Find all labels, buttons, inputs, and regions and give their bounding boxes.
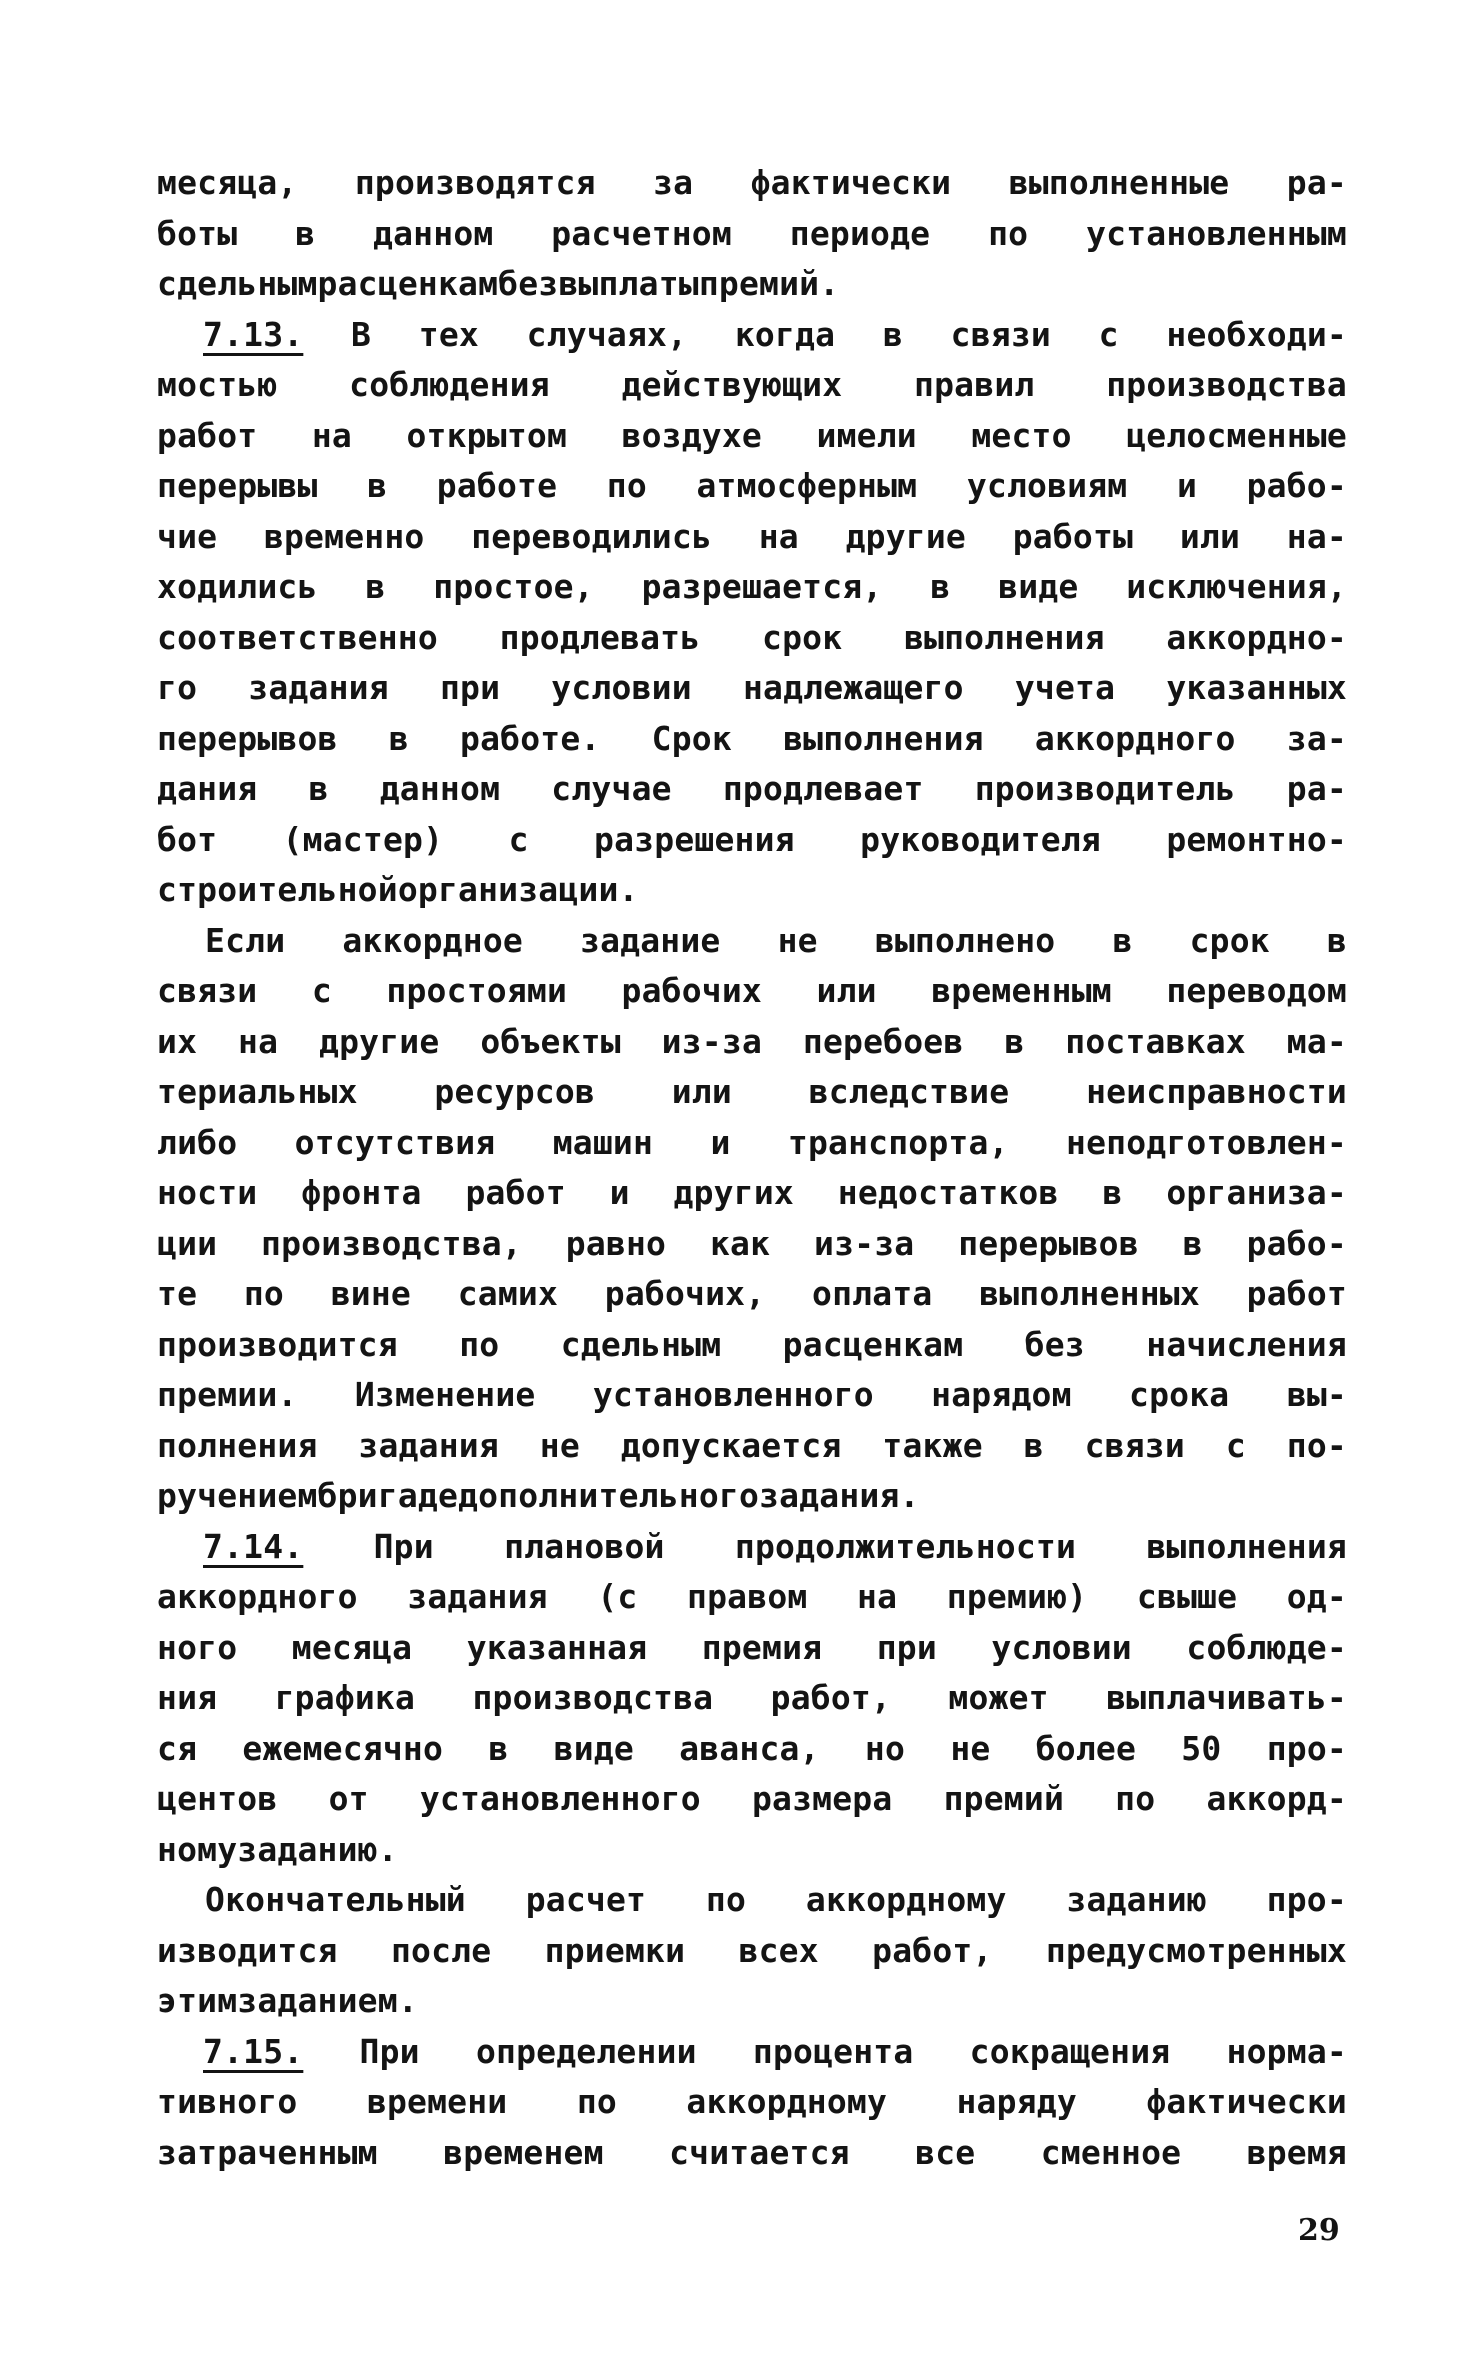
word: заданием. (237, 1981, 418, 2020)
word: перебоев (802, 1021, 964, 1061)
word: рабочих (621, 971, 763, 1010)
word: или (816, 971, 877, 1010)
word: бот (157, 819, 218, 859)
word: премий. (698, 264, 840, 303)
word: тех (418, 314, 479, 354)
word: открытом (406, 415, 568, 455)
text-line (157, 1724, 1347, 1775)
word: установленного (419, 1779, 701, 1818)
word: организации. (397, 870, 639, 909)
word: временным (931, 971, 1112, 1010)
word: од- (1286, 1577, 1347, 1616)
word: работе (436, 466, 558, 505)
word: недостатков (837, 1173, 1059, 1212)
text-line (157, 1673, 1347, 1724)
word: этим (157, 1981, 238, 2020)
word: связи (1084, 1425, 1185, 1465)
word: заданию. (237, 1829, 398, 1869)
word: на (758, 516, 799, 556)
word: переводом (1166, 971, 1347, 1010)
text-line (157, 663, 1347, 714)
word: центов (157, 1779, 278, 1818)
word: боты (157, 213, 238, 253)
word: про- (1266, 1880, 1347, 1919)
text-line (157, 613, 1347, 664)
word: отсутствия (294, 1122, 496, 1162)
word: и (1176, 466, 1198, 505)
word: организа- (1166, 1173, 1347, 1212)
word: 50 (1181, 1728, 1222, 1768)
word: графика (274, 1678, 416, 1717)
word: премию) (946, 1577, 1088, 1616)
text-line (157, 2077, 1347, 2128)
word: периоде (789, 213, 931, 253)
word: срока (1129, 1375, 1230, 1414)
word: строительной (157, 870, 398, 909)
word: аккордное (342, 920, 523, 960)
text-line (157, 1421, 1347, 1472)
word: работ (1246, 1274, 1347, 1313)
word: рабочих, (604, 1274, 766, 1313)
text-line (157, 2128, 1347, 2179)
word: выплаты (558, 264, 699, 303)
word: и (609, 1173, 630, 1212)
word: выполненные (1008, 163, 1230, 202)
word: премий (943, 1779, 1065, 1818)
word: правил (914, 365, 1035, 404)
word: на- (1286, 516, 1347, 556)
word: в (388, 718, 409, 758)
text-line (157, 1976, 1347, 2027)
word: аккордного (157, 1577, 358, 1616)
word: ресурсов (434, 1072, 595, 1111)
word: работы (1012, 516, 1134, 556)
word: в (1112, 920, 1133, 960)
word: мостью (157, 365, 278, 404)
word: с (1098, 314, 1119, 354)
word: в (365, 567, 386, 606)
word: работ (157, 415, 258, 455)
word: после (390, 1930, 492, 1970)
word: аванса, (679, 1728, 820, 1768)
word: ного (157, 1627, 238, 1667)
word: дополнительного (458, 1476, 760, 1515)
word: в (367, 466, 388, 505)
word: работе. (460, 718, 601, 758)
word: неподготовлен- (1066, 1122, 1347, 1162)
word: месяца (291, 1627, 413, 1667)
text-line (157, 714, 1347, 765)
word: при (876, 1627, 937, 1667)
word: продлевает (722, 769, 924, 808)
word: установленного (592, 1375, 874, 1414)
word: условии (551, 668, 692, 707)
word: или (1179, 516, 1241, 556)
word: те (157, 1274, 198, 1313)
word: других (673, 1173, 794, 1212)
word: объекты (480, 1021, 621, 1061)
word: от (328, 1779, 369, 1818)
word: транспорта, (787, 1122, 1009, 1162)
word: на (311, 415, 352, 455)
word: по (606, 466, 647, 505)
word: учета (1014, 668, 1116, 707)
word: не (950, 1728, 991, 1768)
text-line (157, 1269, 1347, 1320)
word: соблюдения (349, 365, 550, 404)
word: производства (472, 1678, 714, 1717)
word: ручением (157, 1476, 318, 1515)
word: задания (407, 1577, 548, 1616)
word: сокращения (969, 2031, 1171, 2071)
word: случае (551, 769, 672, 808)
word: воздухе (621, 415, 763, 455)
word: аккордного (1034, 718, 1236, 758)
word: аккордному (805, 1880, 1007, 1919)
clause-number: 7.14. (203, 1526, 304, 1566)
word: производства, (261, 1223, 522, 1263)
word: при (439, 668, 501, 707)
word: в (1023, 1425, 1044, 1465)
word: переводились (471, 516, 712, 556)
word: бригаде (317, 1476, 459, 1515)
word: тивного (157, 2082, 298, 2121)
word: дания (157, 769, 258, 808)
word: предусмотренных (1045, 1930, 1347, 1970)
text-line (157, 310, 1347, 361)
word: норма- (1226, 2031, 1347, 2071)
word: определении (475, 2031, 697, 2071)
word: случаях, (526, 314, 688, 354)
word: производятся (354, 163, 596, 202)
text-line (157, 865, 1347, 916)
word: целосменные (1126, 415, 1347, 455)
word: руководителя (860, 819, 1101, 859)
word: на (857, 1577, 898, 1616)
word: работ, (770, 1678, 892, 1717)
word: считается (669, 2132, 850, 2172)
text-line (157, 259, 1347, 310)
word: фактически (750, 163, 952, 202)
word: расчетном (551, 213, 732, 253)
word: продлевать (499, 617, 701, 657)
word: При (359, 2031, 420, 2071)
word: в (1004, 1021, 1025, 1061)
word: изводится (157, 1930, 338, 1970)
text-line (157, 1471, 1347, 1522)
word: место (971, 415, 1072, 455)
word: срок (1189, 920, 1270, 960)
word: по (1115, 1779, 1156, 1818)
word: сменное (1040, 2132, 1182, 2172)
text-line (157, 1825, 1347, 1876)
word: машин (552, 1122, 654, 1162)
word: производства (1106, 365, 1347, 404)
word: перерывов (958, 1223, 1139, 1263)
word: или (671, 1072, 732, 1111)
word: ремонтно- (1166, 819, 1347, 859)
word: разрешается, (641, 567, 883, 606)
word: по (705, 1880, 747, 1919)
word: нарядом (931, 1375, 1072, 1414)
word: Изменение (354, 1375, 536, 1414)
text-line (157, 1017, 1347, 1068)
word: заданию (1066, 1880, 1207, 1919)
text-line (157, 411, 1347, 462)
word: рабо- (1246, 466, 1347, 505)
word: на (238, 1021, 279, 1061)
word: соответственно (157, 617, 438, 657)
word: сдельным (560, 1324, 722, 1364)
word: расценкам (317, 264, 499, 303)
word: задание (580, 920, 721, 960)
word: аккордному (686, 2082, 888, 2121)
word: В (351, 314, 372, 354)
word: оплата (812, 1274, 933, 1313)
word: за- (1286, 718, 1347, 758)
text-line (157, 1875, 1347, 1926)
word: исключения, (1126, 567, 1347, 606)
word: за (653, 163, 694, 202)
body-text (157, 158, 1347, 2178)
word: из-за (814, 1223, 915, 1263)
word: в (882, 314, 903, 354)
text-line (157, 1623, 1347, 1674)
text-line (157, 2027, 1347, 2078)
text-line (157, 209, 1347, 260)
word: начисления (1146, 1324, 1347, 1364)
word: срок (762, 617, 843, 657)
text-line (157, 916, 1347, 967)
word: выполнения (783, 718, 984, 758)
word: задания (358, 1425, 499, 1465)
word: данном (379, 769, 501, 808)
word: простоями (386, 971, 568, 1010)
text-line (157, 1320, 1347, 1371)
text-line (157, 1118, 1347, 1169)
word: в (488, 1728, 509, 1768)
word: виде (998, 567, 1079, 606)
word: условиям (966, 466, 1128, 505)
word: их (157, 1021, 198, 1061)
text-line (157, 966, 1347, 1017)
word: правом (687, 1577, 808, 1616)
clause-number: 7.15. (203, 2031, 304, 2071)
word: действующих (621, 365, 843, 404)
word: работ (465, 1173, 566, 1212)
word: процента (752, 2031, 914, 2071)
word: ра- (1286, 163, 1347, 202)
word: премия (701, 1627, 823, 1667)
word: полнения (157, 1425, 318, 1465)
word: разрешения (594, 819, 795, 859)
word: ции (157, 1223, 218, 1263)
text-line (157, 158, 1347, 209)
word: всех (738, 1930, 819, 1970)
word: ся (157, 1728, 198, 1768)
word: приемки (544, 1930, 686, 1970)
word: как (709, 1223, 771, 1263)
word: условии (991, 1627, 1132, 1667)
text-line (157, 764, 1347, 815)
word: ма- (1286, 1021, 1347, 1061)
word: в (1326, 920, 1347, 960)
word: имели (816, 415, 917, 455)
word: с (1225, 1425, 1246, 1465)
word: равно (565, 1223, 667, 1263)
word: надлежащего (742, 668, 964, 707)
word: не (777, 920, 818, 960)
word: другие (845, 516, 966, 556)
clause-number: 7.13. (203, 314, 304, 354)
word: ному (157, 1829, 238, 1869)
word: по (459, 1324, 500, 1364)
text-line (157, 1774, 1347, 1825)
word: Окончательный (205, 1880, 466, 1919)
word: из-за (661, 1021, 763, 1061)
word: расчет (525, 1880, 647, 1919)
word: соблюде- (1186, 1627, 1347, 1667)
word: неисправности (1086, 1072, 1347, 1111)
word: затраченным (157, 2132, 378, 2172)
word: но (864, 1728, 906, 1768)
word: необходи- (1166, 314, 1347, 354)
word: без (498, 264, 559, 303)
text-line (157, 1370, 1347, 1421)
word: также (882, 1425, 983, 1465)
text-line (157, 1067, 1347, 1118)
text-line (157, 512, 1347, 563)
word: выполнения (1146, 1526, 1347, 1566)
word: сдельным (157, 264, 318, 303)
word: задания. (759, 1476, 920, 1515)
word: все (915, 2132, 976, 2172)
word: аккорд- (1206, 1779, 1347, 1818)
word: размера (751, 1779, 893, 1818)
word: фронта (301, 1173, 422, 1212)
word: (мастер) (282, 819, 444, 859)
word: свыше (1136, 1577, 1238, 1616)
word: ежемесячно (242, 1728, 444, 1768)
word: рабо- (1246, 1223, 1347, 1263)
word: указанных (1166, 668, 1347, 707)
word: более (1035, 1728, 1137, 1768)
word: указанная (466, 1627, 648, 1667)
word: по (243, 1274, 284, 1313)
word: другие (319, 1021, 440, 1061)
text-line (157, 1522, 1347, 1573)
word: временно (263, 516, 425, 556)
word: когда (734, 314, 836, 354)
word: по- (1286, 1425, 1347, 1465)
word: фактически (1146, 2082, 1347, 2121)
word: атмосферным (696, 466, 918, 505)
word: ния (157, 1678, 218, 1717)
text-line (157, 1168, 1347, 1219)
text-line (157, 562, 1347, 613)
word: задания (248, 668, 389, 707)
word: либо (157, 1122, 238, 1162)
word: связи (950, 314, 1051, 354)
word: простое, (433, 567, 594, 606)
word: связи (157, 971, 258, 1010)
word: в (1102, 1173, 1123, 1212)
word: по (988, 213, 1029, 253)
word: месяца, (157, 163, 298, 202)
word: расценкам (782, 1324, 964, 1364)
text-line (157, 461, 1347, 512)
word: производитель (974, 769, 1236, 808)
word: в (308, 769, 329, 808)
word: выполненных (979, 1274, 1200, 1313)
word: чие (157, 516, 218, 556)
word: выполнено (874, 920, 1056, 960)
text-line (157, 1572, 1347, 1623)
word: виде (553, 1728, 634, 1768)
word: установленным (1086, 213, 1347, 253)
word: и (710, 1122, 731, 1162)
word: вы- (1286, 1375, 1347, 1414)
word: вине (330, 1274, 411, 1313)
word: временем (443, 2132, 604, 2172)
word: работ, (872, 1930, 993, 1970)
word: в (295, 213, 316, 253)
word: самих (457, 1274, 559, 1313)
word: производится (157, 1324, 398, 1364)
word: ра- (1286, 769, 1347, 808)
word: может (948, 1678, 1049, 1717)
word: аккордно- (1166, 617, 1347, 657)
word: допускается (620, 1425, 842, 1465)
word: с (508, 819, 529, 859)
text-line (157, 1219, 1347, 1270)
page-number: 29 (1298, 2213, 1340, 2248)
text-line (157, 815, 1347, 866)
word: го (157, 668, 198, 707)
word: вследствие (808, 1072, 1010, 1111)
word: не (539, 1425, 580, 1465)
word: перерывы (157, 466, 318, 505)
word: поставках (1065, 1021, 1246, 1061)
word: в (930, 567, 951, 606)
word: премии. (157, 1375, 298, 1414)
text-line (157, 1926, 1347, 1977)
word: выполнения (903, 617, 1105, 657)
word: териальных (157, 1072, 358, 1111)
word: выплачивать- (1106, 1678, 1347, 1717)
word: ходились (157, 567, 318, 606)
word: с (311, 971, 332, 1010)
word: данном (373, 213, 494, 253)
word: При (373, 1526, 434, 1566)
word: продолжительности (734, 1526, 1077, 1566)
word: плановой (504, 1526, 665, 1566)
word: без (1024, 1324, 1085, 1364)
word: по (576, 2082, 617, 2121)
word: Если (205, 920, 286, 960)
word: (с (597, 1577, 638, 1616)
word: перерывов (157, 718, 338, 758)
word: время (1246, 2132, 1347, 2172)
word: Срок (651, 718, 732, 758)
word: времени (366, 2082, 508, 2121)
word: ности (157, 1173, 258, 1212)
text-line (157, 360, 1347, 411)
word: наряду (956, 2082, 1077, 2121)
word: в (1182, 1223, 1203, 1263)
word: про- (1266, 1728, 1347, 1768)
